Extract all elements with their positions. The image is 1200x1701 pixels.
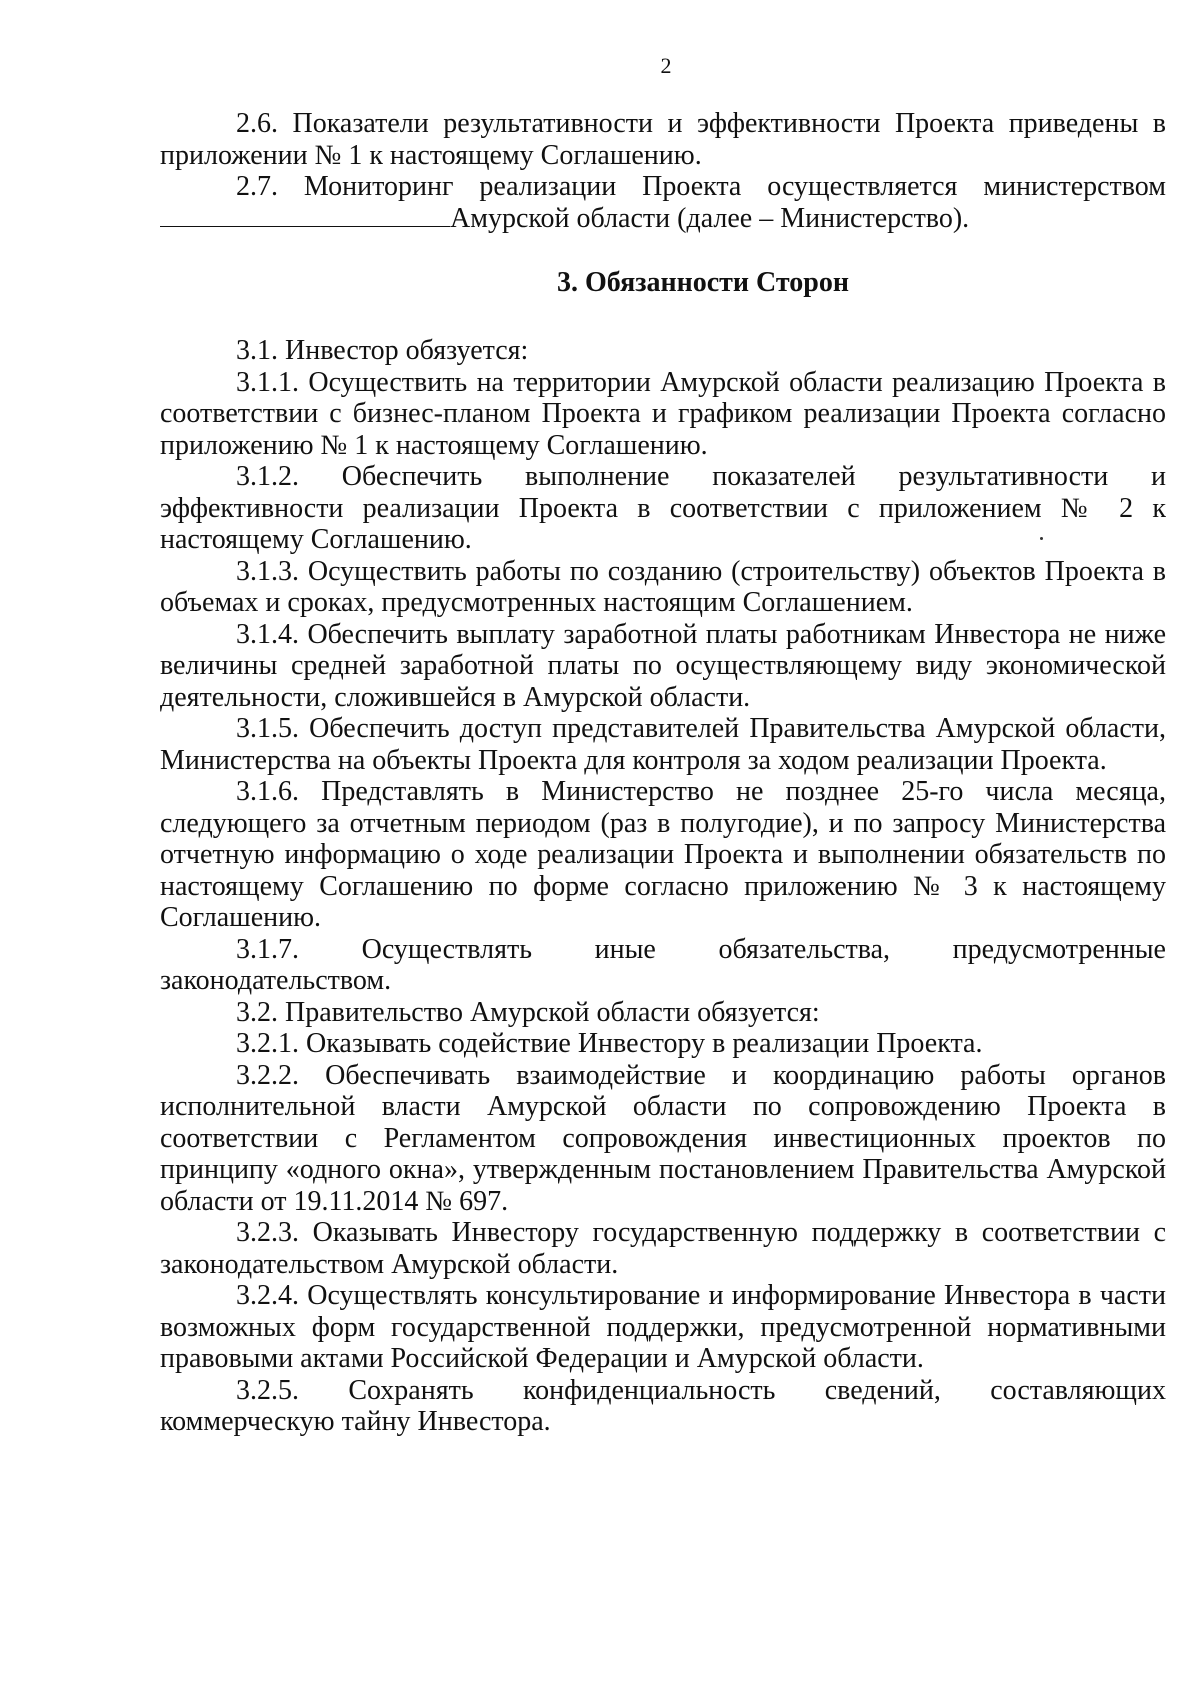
paragraph-3-1-7-line-1: [160, 934, 1166, 966]
word: обязательства,: [718, 933, 891, 965]
paragraph-3-2-5-line-1: [160, 1375, 1166, 1407]
paragraph-2-7-line-1: 2.7. Мониторинг реализации Проекта осуществляется министерством: [236, 171, 1166, 202]
paragraph-3-2-4: 3.2.4. Осуществлять консультирование и информирование Инвестора в части возможных форм государственной поддержки, предусмотренной нормативными правовыми актами Российской Федерации и Амурской области.: [160, 1280, 1166, 1374]
section-title: 3. Обязанности Сторон: [556, 267, 849, 298]
scan-speck: [1040, 537, 1043, 540]
document-body: [160, 108, 1166, 1438]
paragraph-3-2-3: 3.2.3. Оказывать Инвестору государственную поддержку в соответствии с законодательством Амурской области.: [160, 1217, 1166, 1280]
paragraph-2-7-text: Амурской области (далее – Министерство).: [450, 202, 970, 234]
paragraph-3-1-4: 3.1.4. Обеспечить выплату заработной платы работникам Инвестора не ниже величины средней заработной платы по осуществляющему виду экономической деятельности, сложившейся в Амурской области.: [160, 618, 1166, 713]
word: иные: [594, 933, 656, 965]
paragraph-3-2: 3.2. Правительство Амурской области обязуется:: [236, 996, 820, 1028]
word: составляющих: [990, 1374, 1166, 1406]
paragraph-3-2-1: 3.2.1. Оказывать содействие Инвестору в реализации Проекта.: [236, 1028, 983, 1059]
word: предусмотренные: [952, 933, 1166, 965]
word: Сохранять: [348, 1374, 474, 1406]
word: 3.2.5.: [236, 1374, 299, 1406]
word: сведений,: [824, 1374, 941, 1406]
paragraph-2-7-line-2: [160, 203, 1166, 235]
paragraph-3-1-2: 3.1.2. Обеспечить выполнение показателей результативности и эффективности реализации Проекта в соответствии с приложением № 2 к настоящему Соглашению.: [160, 461, 1166, 555]
paragraph-3-1-1: 3.1.1. Осуществить на территории Амурской области реализацию Проекта в соответствии с бизнес-планом Проекта и графиком реализации Проекта согласно приложению № 1 к настоящему Соглашению.: [160, 366, 1166, 461]
paragraph-3-1-5: 3.1.5. Обеспечить доступ представителей Правительства Амурской области, Министерства на объекты Проекта для контроля за ходом реализации Проекта.: [160, 713, 1166, 776]
paragraph-3-1: 3.1. Инвестор обязуется:: [236, 335, 529, 366]
paragraph-3-1-3: 3.1.3. Осуществить работы по созданию (строительству) объектов Проекта в объемах и сроках, предусмотренных настоящим Соглашением.: [160, 555, 1166, 618]
paragraph-2-6: 2.6. Показатели результативности и эффективности Проекта приведены в приложении № 1 к настоящему Соглашению.: [160, 108, 1166, 171]
word: Осуществлять: [361, 933, 532, 965]
paragraph-3-2-2: 3.2.2. Обеспечивать взаимодействие и координацию работы органов исполнительной власти Амурской области по сопровождению Проекта в соответствии с Регламентом сопровождения инвестиционных проектов по принципу «одного окна», утвержденным постановлением Правительства Амурской области от 19.11.2014 № 697.: [160, 1059, 1166, 1217]
fill-in-blank: [160, 204, 450, 227]
page-number: 2: [660, 53, 672, 78]
paragraph-3-1-7-line-2: законодательством.: [160, 965, 392, 996]
word: 3.1.7.: [236, 933, 299, 965]
paragraph-3-2-5-line-2: коммерческую тайну Инвестора.: [160, 1406, 551, 1437]
paragraph-3-1-6: 3.1.6. Представлять в Министерство не позднее 25-го числа месяца, следующего за отчетным периодом (раз в полугодие), и по запросу Министерства отчетную информацию о ходе реализации Проекта и выполнении обязательств по настоящему Соглашению по форме согласно приложению № 3 к настоящему Соглашению.: [160, 776, 1166, 933]
word: конфиденциальность: [522, 1374, 776, 1406]
